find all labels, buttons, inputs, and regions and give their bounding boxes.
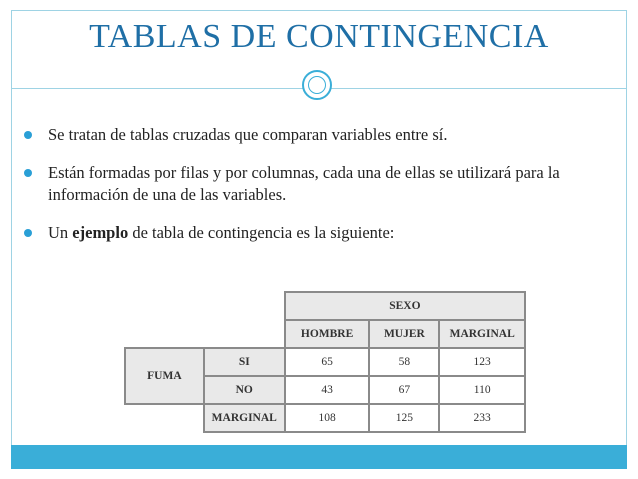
row-group-header: FUMA — [125, 348, 204, 404]
bullet-list — [22, 124, 612, 260]
col-header: MUJER — [369, 320, 439, 348]
bullet-item — [22, 222, 612, 244]
bullet-prefix: Un — [48, 223, 69, 242]
table-cell: 110 — [439, 376, 525, 404]
group-header: SEXO — [285, 292, 525, 320]
circle-ornament-icon — [302, 70, 332, 100]
bullet-text: Están formadas por filas y por columnas, cada una de ellas se utilizará para la información de una de las variables. — [48, 163, 560, 204]
table-cell: 233 — [439, 404, 525, 432]
contingency-table-image — [121, 288, 529, 422]
table-cell: 108 — [285, 404, 370, 432]
footer-band — [11, 445, 627, 469]
bullet-item — [22, 162, 612, 206]
bullet-text: Se tratan de tablas cruzadas que comparan variables entre sí. — [48, 125, 448, 144]
table-row — [125, 348, 525, 376]
row-header: MARGINAL — [204, 404, 285, 432]
col-header: HOMBRE — [285, 320, 370, 348]
table-cell: 58 — [369, 348, 439, 376]
contingency-table — [124, 291, 526, 433]
table-cell: 43 — [285, 376, 370, 404]
bullet-dot-icon — [24, 229, 32, 237]
table-row — [125, 404, 525, 432]
table-cell: 65 — [285, 348, 370, 376]
table-cell: 123 — [439, 348, 525, 376]
col-header: MARGINAL — [439, 320, 525, 348]
bullet-suffix: de tabla de contingencia es la siguiente: — [132, 223, 395, 242]
table-cell: 67 — [369, 376, 439, 404]
row-header: NO — [204, 376, 285, 404]
slide-title: TABLAS DE CONTINGENCIA — [89, 18, 549, 55]
bullet-dot-icon — [24, 169, 32, 177]
bullet-emphasis: ejemplo — [72, 223, 129, 242]
row-header: SI — [204, 348, 285, 376]
bullet-dot-icon — [24, 131, 32, 139]
table-cell: 125 — [369, 404, 439, 432]
bullet-item — [22, 124, 612, 146]
